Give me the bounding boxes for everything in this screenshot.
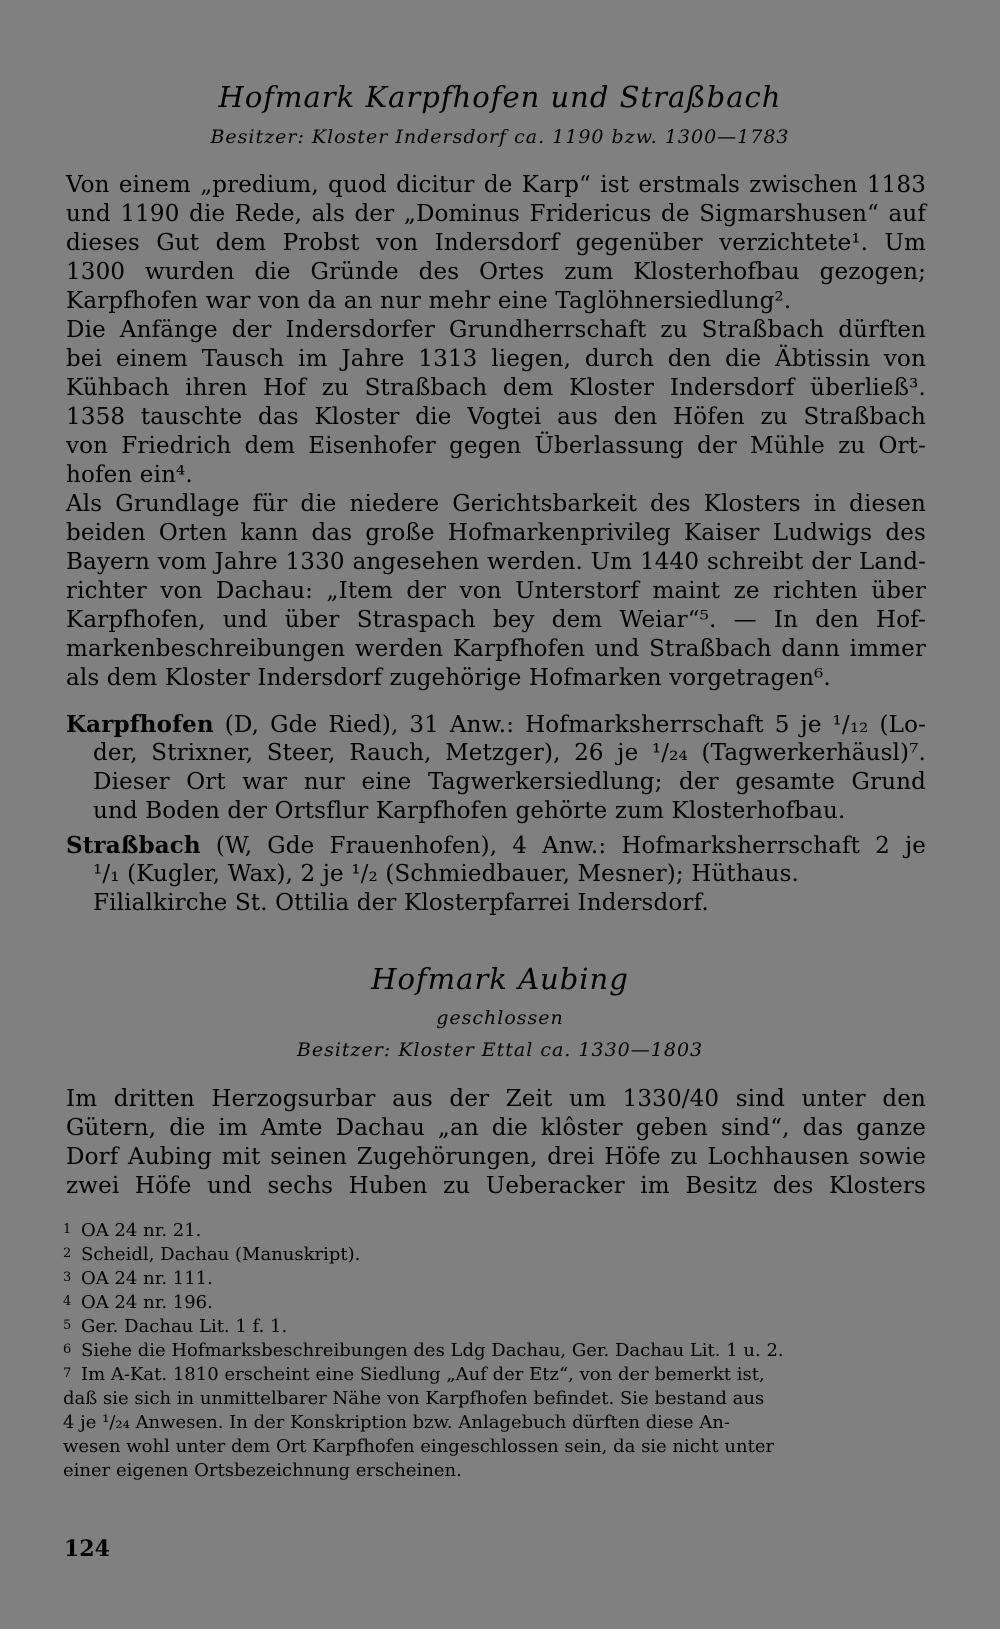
body-line: markenbeschreibungen werden Karpfhofen und Straßbach dann immer — [66, 636, 926, 662]
section-title: Hofmark Aubing — [371, 962, 629, 996]
footnote-number: 6 — [63, 1342, 72, 1357]
body-line: zwei Höfe und sechs Huben zu Ueberacker im Besitz des Klosters — [66, 1173, 926, 1199]
body-line: Kühbach ihren Hof zu Straßbach dem Kloster Indersdorf überließ³. — [66, 375, 926, 401]
footnote-text: Siehe die Hofmarksbeschreibungen des Ldg Dachau, Ger. Dachau Lit. 1 u. 2. — [81, 1340, 784, 1361]
footnote-number: 2 — [63, 1246, 72, 1261]
body-line: Karpfhofen war von da an nur mehr eine Taglöhnersiedlung². — [66, 288, 792, 314]
footnote — [63, 1244, 926, 1265]
body-line: 1300 wurden die Gründe des Ortes zum Klosterhofbau gezogen; — [66, 259, 926, 285]
body-line: Gütern, die im Amte Dachau „an die klôster geben sind“, das ganze — [66, 1115, 926, 1141]
body-line: als dem Kloster Indersdorf zugehörige Hofmarken vorgetragen⁶. — [66, 665, 831, 691]
body-line: und 1190 die Rede, als der „Dominus Fridericus de Sigmarshusen“ auf — [66, 201, 926, 227]
footnote-number: 4 — [63, 1294, 72, 1309]
footnote-continuation: wesen wohl unter dem Ort Karpfhofen eingeschlossen sein, da sie nicht unter — [63, 1436, 775, 1457]
body-line: Im dritten Herzogsurbar aus der Zeit um 1330/40 sind unter den — [66, 1086, 926, 1112]
body-line: Bayern vom Jahre 1330 angesehen werden. Um 1440 schreibt der Land- — [66, 549, 926, 575]
body-line: Als Grundlage für die niedere Gerichtsbarkeit des Klosters in diesen — [66, 491, 926, 517]
footnote — [63, 1268, 926, 1289]
footnote-continuation: 4 je ¹/₂₄ Anwesen. In der Konskription bzw. Anlagebuch dürften diese An- — [63, 1412, 730, 1433]
entry-strassbach — [66, 832, 926, 859]
body-line: bei einem Tausch im Jahre 1313 liegen, durch den die Äbtissin von — [66, 346, 926, 372]
body-line: 1358 tauschte das Kloster die Vogtei aus den Höfen zu Straßbach — [66, 404, 926, 430]
footnote-continuation: daß sie sich in unmittelbarer Nähe von Karpfhofen befindet. Sie bestand aus — [63, 1388, 765, 1409]
body-line: von Friedrich dem Eisenhofer gegen Überlassung der Mühle zu Ort- — [66, 433, 926, 459]
body-line: beiden Orten kann das große Hofmarkenprivileg Kaiser Ludwigs des — [66, 520, 926, 546]
body-line: Karpfhofen, und über Straspach bey dem Weiar“⁵. — In den Hof- — [66, 607, 926, 633]
footnote — [63, 1316, 926, 1337]
footnote-text: OA 24 nr. 111. — [81, 1268, 213, 1289]
body-line: Die Anfänge der Indersdorfer Grundherrschaft zu Straßbach dürften — [66, 317, 926, 343]
footnote-number: 5 — [63, 1318, 72, 1333]
entry-line: und Boden der Ortsflur Karpfhofen gehörte zum Klosterhofbau. — [93, 798, 846, 824]
page-number: 124 — [64, 1536, 110, 1562]
section-status: geschlossen — [436, 1007, 564, 1029]
body-line: Dorf Aubing mit seinen Zugehörungen, drei Höfe zu Lochhausen sowie — [66, 1144, 926, 1170]
section-owner: Besitzer: Kloster Indersdorf ca. 1190 bzw. 1300—1783 — [210, 126, 790, 148]
footnote-continuation: einer eigenen Ortsbezeichnung erscheinen. — [63, 1460, 462, 1481]
footnote — [63, 1292, 926, 1313]
section-owner: Besitzer: Kloster Ettal ca. 1330—1803 — [296, 1039, 704, 1061]
entry-text: (D, Gde Ried), 31 Anw.: Hofmarksherrschaft 5 je ¹/₁₂ (Lo- — [224, 712, 926, 738]
entry-line: Dieser Ort war nur eine Tagwerkersiedlung; der gesamte Grund — [93, 769, 926, 795]
entry-karpfhofen — [66, 711, 926, 738]
footnote — [63, 1364, 926, 1385]
footnote-text: Ger. Dachau Lit. 1 f. 1. — [81, 1316, 288, 1337]
footnote-number: 1 — [63, 1222, 72, 1237]
entry-line: der, Strixner, Steer, Rauch, Metzger), 26 je ¹/₂₄ (Tagwerkerhäusl)⁷. — [93, 740, 926, 766]
footnote-text: OA 24 nr. 196. — [81, 1292, 213, 1313]
footnote-number: 7 — [63, 1366, 72, 1381]
footnote — [63, 1340, 926, 1361]
footnote-number: 3 — [63, 1270, 72, 1285]
footnote-text: Im A-Kat. 1810 erscheint eine Siedlung „Auf der Etz“, von der bemerkt ist, — [81, 1364, 765, 1385]
body-line: Von einem „predium, quod dicitur de Karp“ ist erstmals zwischen 1183 — [66, 172, 926, 198]
footnote — [63, 1220, 926, 1241]
footnote-text: Scheidl, Dachau (Manuskript). — [81, 1244, 361, 1265]
section-title: Hofmark Karpfhofen und Straßbach — [218, 80, 782, 114]
entry-line: ¹/₁ (Kugler, Wax), 2 je ¹/₂ (Schmiedbauer, Mesner); Hüthaus. — [93, 861, 800, 887]
entry-line: Filialkirche St. Ottilia der Klosterpfarrei Indersdorf. — [93, 890, 709, 916]
footnote-text: OA 24 nr. 21. — [81, 1220, 202, 1241]
entry-name: Karpfhofen — [66, 711, 214, 738]
body-line: dieses Gut dem Probst von Indersdorf gegenüber verzichtete¹. Um — [66, 230, 926, 256]
body-line: richter von Dachau: „Item der von Unterstorf maint ze richten über — [66, 578, 926, 604]
entry-name: Straßbach — [66, 832, 201, 859]
body-line: hofen ein⁴. — [66, 462, 193, 488]
entry-text: (W, Gde Frauenhofen), 4 Anw.: Hofmarksherrschaft 2 je — [215, 833, 927, 859]
